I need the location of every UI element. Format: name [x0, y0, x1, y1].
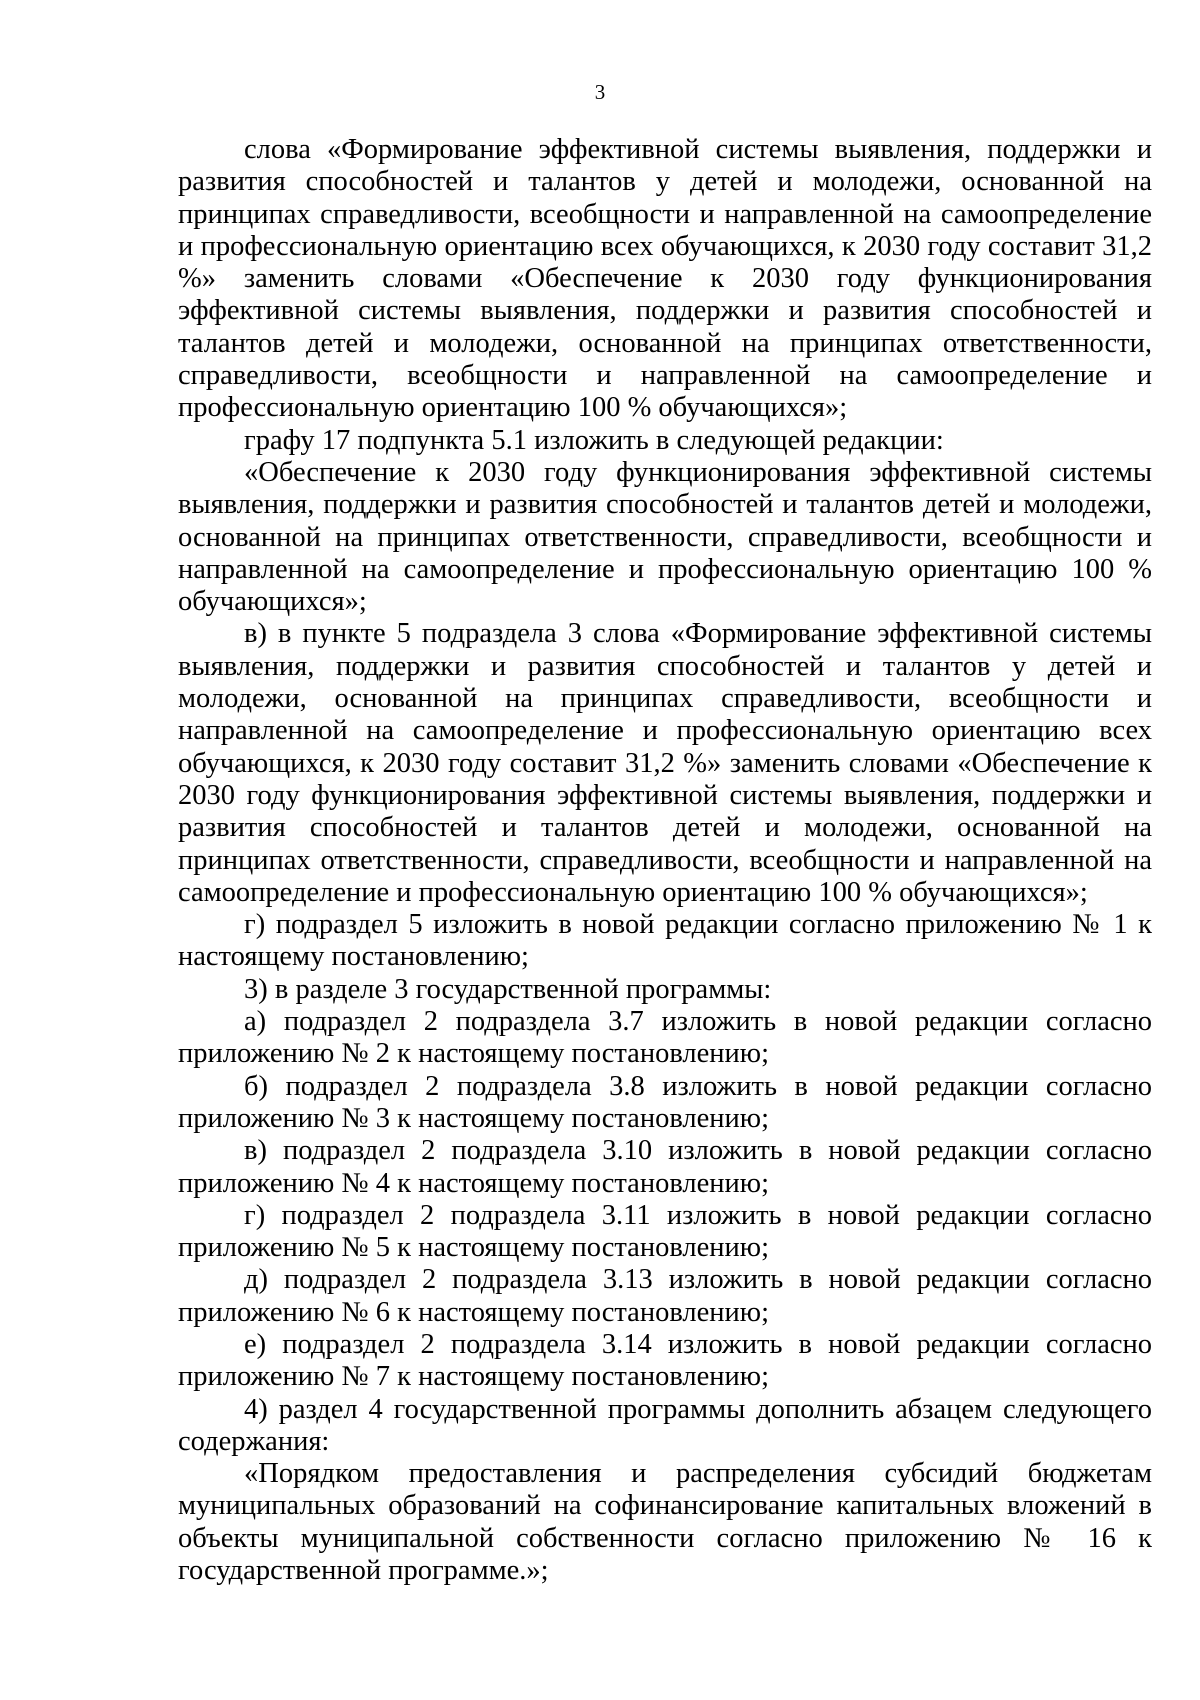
paragraph-item-a-3-7: а) подраздел 2 подраздела 3.7 изложить в новой редакции согласно приложению № 2 к настоящему постановлению;: [178, 1006, 1152, 1070]
paragraph-section-3-heading: 3) в разделе 3 государственной программы:: [244, 973, 772, 1005]
paragraph-column-17: графу 17 подпункта 5.1 изложить в следующей редакции:: [244, 424, 944, 456]
paragraph-item-b-3-8: б) подраздел 2 подраздела 3.8 изложить в новой редакции согласно приложению № 3 к настоящему постановлению;: [178, 1070, 1152, 1134]
document-body: [178, 134, 1152, 1587]
paragraph-item-d-3-13: д) подраздел 2 подраздела 3.13 изложить в новой редакции согласно приложению № 6 к настоящему постановлению;: [178, 1264, 1152, 1328]
paragraph-quoted-goal: «Обеспечение к 2030 году функционирования эффективной системы выявления, поддержки и развития способностей и талантов детей и молодежи, основанной на принципах ответственности, справедливости, всеобщности и направленной на самоопределение и профессиональную ориентацию 100 % обучающихся»;: [178, 456, 1152, 618]
page-number: 3: [594, 80, 606, 104]
paragraph-item-v-point-5: в) в пункте 5 подраздела 3 слова «Формирование эффективной системы выявления, поддержки и развития способностей и талантов у детей и молодежи, основанной на принципах справедливости, всеобщности и направленной на самоопределение и профессиональную ориентацию всех обучающихся, к 2030 году составит 31,2 %» заменить словами «Обеспечение к 2030 году функционирования эффективной системы выявления, поддержки и развития способностей и талантов детей и молодежи, основанной на принципах ответственности, справедливости, всеобщности и направленной на самоопределение и профессиональную ориентацию 100 % обучающихся»;: [178, 618, 1152, 908]
paragraph-item-e-3-14: е) подраздел 2 подраздела 3.14 изложить в новой редакции согласно приложению № 7 к настоящему постановлению;: [178, 1328, 1152, 1393]
paragraph-section-4: 4) раздел 4 государственной программы дополнить абзацем следующего содержания:: [178, 1393, 1152, 1457]
paragraph-replace-wording: слова «Формирование эффективной системы выявления, поддержки и развития способностей и талантов у детей и молодежи, основанной на принципах справедливости, всеобщности и направленной на самоопределение и профессиональную ориентацию всех обучающихся, к 2030 году составит 31,2 %» заменить словами «Обеспечение к 2030 году функционирования эффективной системы выявления, поддержки и развития способностей и талантов детей и молодежи, основанной на принципах ответственности, справедливости, всеобщности и направленной на самоопределение и профессиональную ориентацию 100 % обучающихся»;: [178, 134, 1152, 424]
paragraph-subsidy-procedure: «Порядком предоставления и распределения субсидий бюджетам муниципальных образований на софинансирование капитальных вложений в объекты муниципальной собственности согласно приложению № 16 к государственной программе.»;: [178, 1458, 1152, 1587]
paragraph-item-g-3-11: г) подраздел 2 подраздела 3.11 изложить в новой редакции согласно приложению № 5 к настоящему постановлению;: [178, 1199, 1152, 1264]
paragraph-item-g-subsection-5: г) подраздел 5 изложить в новой редакции согласно приложению № 1 к настоящему постановлению;: [178, 909, 1152, 973]
paragraph-item-v-3-10: в) подраздел 2 подраздела 3.10 изложить в новой редакции согласно приложению № 4 к настоящему постановлению;: [178, 1135, 1152, 1199]
